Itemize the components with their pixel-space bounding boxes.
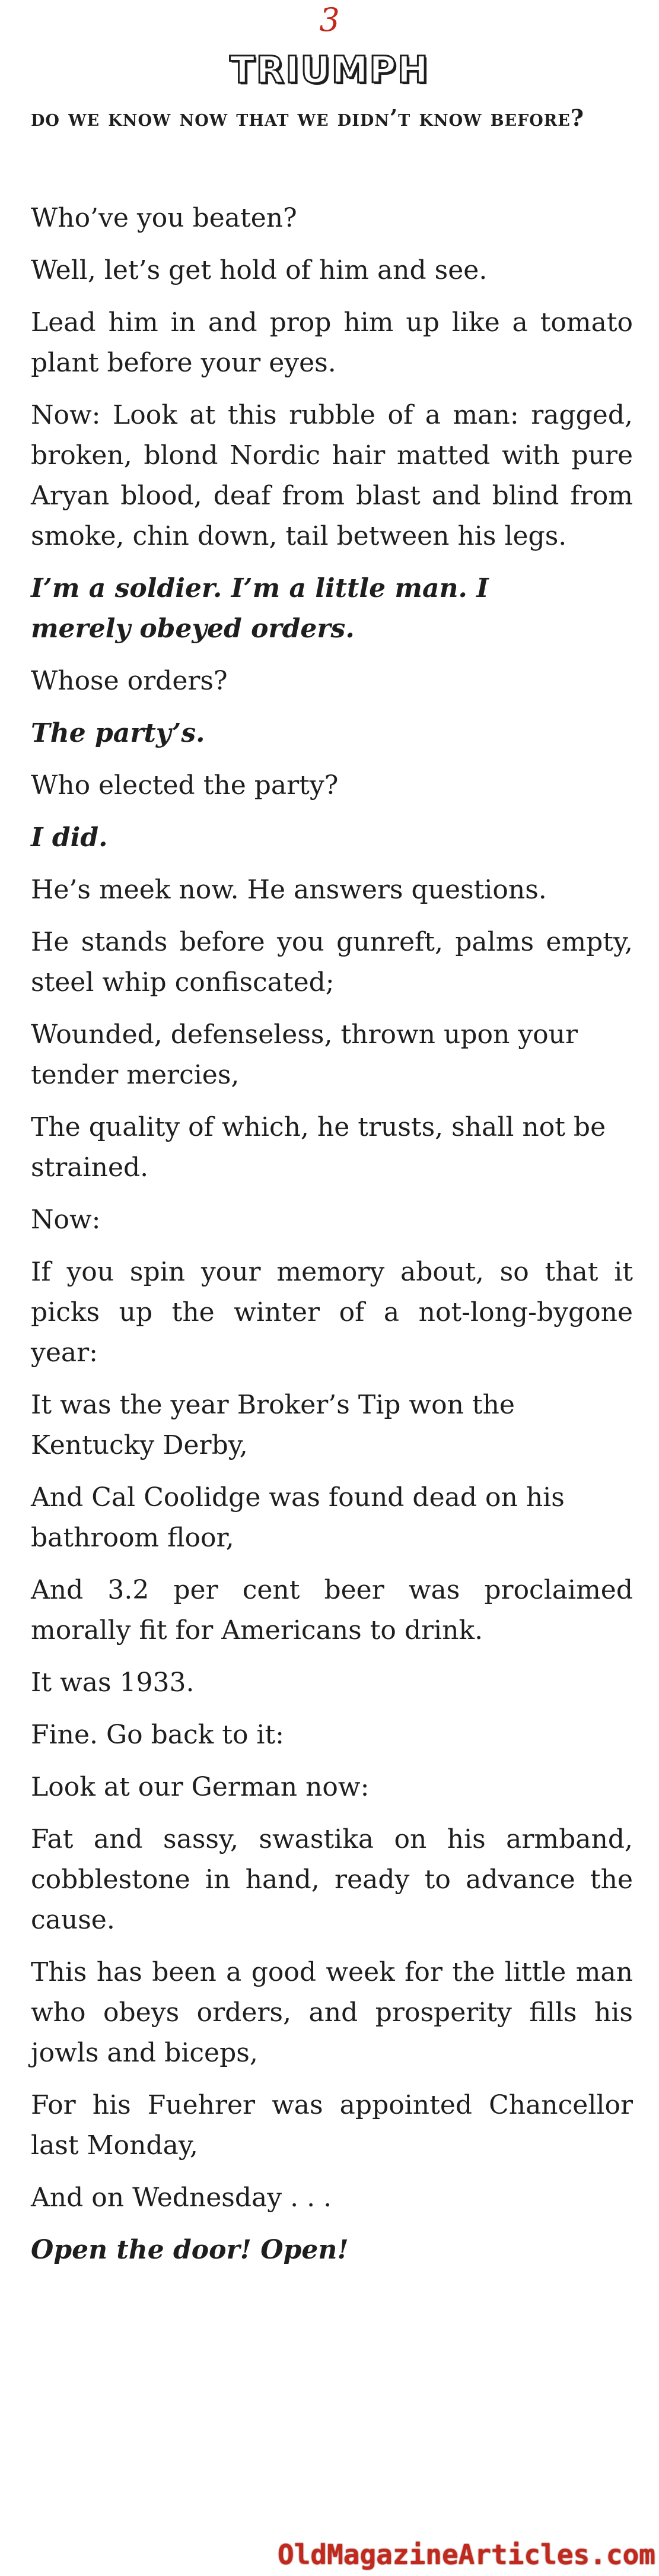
paragraph: Whose orders?: [31, 666, 228, 696]
paragraph: This has been a good week for the little man who obeys orders, and prosperity fills his jowls and biceps,: [31, 1957, 633, 2068]
paragraph: Lead him in and prop him up like a tomato plant before your eyes.: [31, 307, 633, 378]
site-watermark: OldMagazineArticles.com: [278, 2539, 655, 2571]
paragraph: Who elected the party?: [31, 770, 339, 801]
paragraph: It was 1933.: [31, 1667, 195, 1698]
paragraph: Look at our German now:: [31, 1772, 370, 1802]
paragraph: For his Fuehrer was appointed Chancellor last Monday,: [31, 2090, 633, 2161]
article-title: TRIUMPH: [230, 48, 429, 91]
paragraph: Now: Look at this rubble of a man: ragged, broken, blond Nordic hair matted with pure Aryan blood, deaf from blast and blind from smoke, chin down, tail between his legs.: [31, 400, 633, 551]
paragraph: Wounded, defenseless, thrown upon your tender mercies,: [31, 1019, 578, 1090]
paragraph: Fine. Go back to it:: [31, 1720, 285, 1750]
paragraph: Fat and sassy, swastika on his armband, cobblestone in hand, ready to advance the cause.: [31, 1824, 633, 1935]
paragraph: He’s meek now. He answers questions.: [31, 875, 547, 905]
paragraph: It was the year Broker’s Tip won the Kentucky Derby,: [31, 1390, 515, 1460]
paragraph-italic: Open the door! Open!: [31, 2235, 349, 2265]
paragraph: And Cal Coolidge was found dead on his bathroom floor,: [31, 1482, 565, 1553]
paragraph: He stands before you gunreft, palms empty, steel whip confiscated;: [31, 927, 633, 998]
paragraph: If you spin your memory about, so that it picks up the winter of a not-long-bygone year:: [31, 1257, 633, 1368]
paragraph: Who’ve you beaten?: [31, 203, 297, 233]
article-body: [31, 198, 633, 2282]
page-number: 3: [319, 1, 340, 39]
section-heading: do we know now that we didn’t know before?: [31, 104, 585, 131]
paragraph: And 3.2 per cent beer was proclaimed morally fit for Americans to drink.: [31, 1575, 633, 1646]
paragraph: The quality of which, he trusts, shall not be strained.: [31, 1112, 606, 1183]
title-block: [0, 46, 659, 94]
paragraph-italic: I did.: [31, 822, 108, 853]
paragraph: Well, let’s get hold of him and see.: [31, 255, 488, 285]
paragraph: And on Wednesday . . .: [31, 2183, 332, 2213]
paragraph: Now:: [31, 1205, 101, 1235]
paragraph-italic: I’m a soldier. I’m a little man. I merely obeyed orders.: [31, 573, 489, 644]
paragraph-italic: The party’s.: [31, 718, 205, 748]
